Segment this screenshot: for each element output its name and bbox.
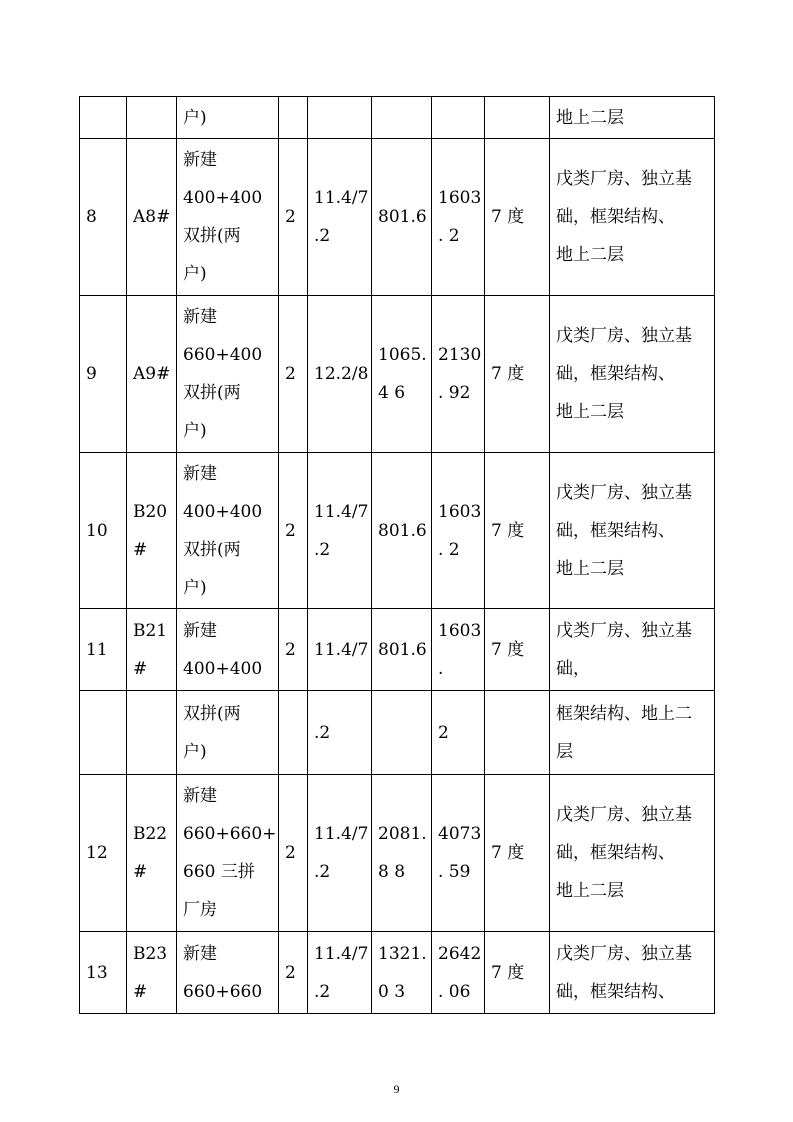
cell-seismic: 7 度: [485, 453, 550, 609]
cell-total-area: [432, 97, 485, 139]
cell-floors: 2: [279, 453, 308, 609]
cell-structure: 戊类厂房、独立基 础，框架结构、 地上二层: [550, 296, 715, 453]
cell-height: [308, 97, 372, 139]
cell-structure: 戊类厂房、独立基 础，框架结构、 地上二层: [550, 453, 715, 609]
table-row: [80, 609, 715, 691]
table-row: [80, 775, 715, 932]
table-row: [80, 296, 715, 453]
cell-area: 801.6: [372, 453, 432, 609]
cell-code: B21 #: [127, 609, 177, 691]
cell-structure: 地上二层: [550, 97, 715, 139]
cell-floors: 2: [279, 139, 308, 296]
cell-structure: 戊类厂房、独立基 础，框架结构、 地上二层: [550, 775, 715, 932]
cell-total-area: 1603 . 2: [432, 453, 485, 609]
cell-desc: 新建 660+660: [177, 932, 279, 1014]
cell-area: 1065. 4 6: [372, 296, 432, 453]
cell-code: B22 #: [127, 775, 177, 932]
page-number: 9: [393, 1082, 400, 1096]
cell-total-area: 1603 . 2: [432, 139, 485, 296]
cell-code: B20 #: [127, 453, 177, 609]
cell-desc: 新建 400+400 双拼(两 户): [177, 453, 279, 609]
cell-no: 11: [80, 609, 127, 691]
cell-seismic: 7 度: [485, 932, 550, 1014]
cell-desc: 新建 660+400 双拼(两 户): [177, 296, 279, 453]
table-row: [80, 139, 715, 296]
cell-area: [372, 97, 432, 139]
cell-area: 2081. 8 8: [372, 775, 432, 932]
cell-seismic: 7 度: [485, 139, 550, 296]
cell-desc: 双拼(两 户): [177, 691, 279, 775]
cell-floors: [279, 691, 308, 775]
cell-desc: 新建 400+400: [177, 609, 279, 691]
cell-height: .2: [308, 691, 372, 775]
cell-no: 12: [80, 775, 127, 932]
cell-no: 10: [80, 453, 127, 609]
cell-code: A9#: [127, 296, 177, 453]
table-row: [80, 97, 715, 139]
cell-seismic: [485, 691, 550, 775]
cell-structure: 框架结构、地上二 层: [550, 691, 715, 775]
cell-seismic: 7 度: [485, 296, 550, 453]
building-table-part2: [79, 690, 715, 1014]
cell-code: [127, 691, 177, 775]
cell-desc: 新建 400+400 双拼(两 户): [177, 139, 279, 296]
cell-floors: 2: [279, 609, 308, 691]
cell-floors: 2: [279, 932, 308, 1014]
cell-desc: 户): [177, 97, 279, 139]
cell-no: 8: [80, 139, 127, 296]
table-row: [80, 691, 715, 775]
cell-area: 801.6: [372, 609, 432, 691]
cell-floors: [279, 97, 308, 139]
cell-total-area: 4073 . 59: [432, 775, 485, 932]
cell-desc: 新建 660+660+ 660 三拼 厂房: [177, 775, 279, 932]
cell-code: [127, 97, 177, 139]
cell-no: 13: [80, 932, 127, 1014]
cell-area: [372, 691, 432, 775]
cell-height: 11.4/7: [308, 609, 372, 691]
cell-structure: 戊类厂房、独立基 础，: [550, 609, 715, 691]
cell-no: 9: [80, 296, 127, 453]
cell-height: 11.4/7 .2: [308, 139, 372, 296]
cell-floors: 2: [279, 775, 308, 932]
cell-height: 11.4/7 .2: [308, 775, 372, 932]
cell-seismic: 7 度: [485, 609, 550, 691]
building-table-part1: [79, 96, 715, 691]
table-row: [80, 932, 715, 1014]
cell-no: [80, 691, 127, 775]
cell-code: A8#: [127, 139, 177, 296]
cell-total-area: 2130 . 92: [432, 296, 485, 453]
cell-no: [80, 97, 127, 139]
cell-height: 11.4/7 .2: [308, 453, 372, 609]
cell-height: 12.2/8: [308, 296, 372, 453]
cell-total-area: 1603 .: [432, 609, 485, 691]
table-row: [80, 453, 715, 609]
cell-area: 1321. 0 3: [372, 932, 432, 1014]
cell-area: 801.6: [372, 139, 432, 296]
cell-code: B23 #: [127, 932, 177, 1014]
cell-seismic: 7 度: [485, 775, 550, 932]
cell-structure: 戊类厂房、独立基 础，框架结构、: [550, 932, 715, 1014]
cell-total-area: 2642 . 06: [432, 932, 485, 1014]
cell-total-area: 2: [432, 691, 485, 775]
cell-seismic: [485, 97, 550, 139]
cell-floors: 2: [279, 296, 308, 453]
cell-structure: 戊类厂房、独立基 础，框架结构、 地上二层: [550, 139, 715, 296]
cell-height: 11.4/7 .2: [308, 932, 372, 1014]
